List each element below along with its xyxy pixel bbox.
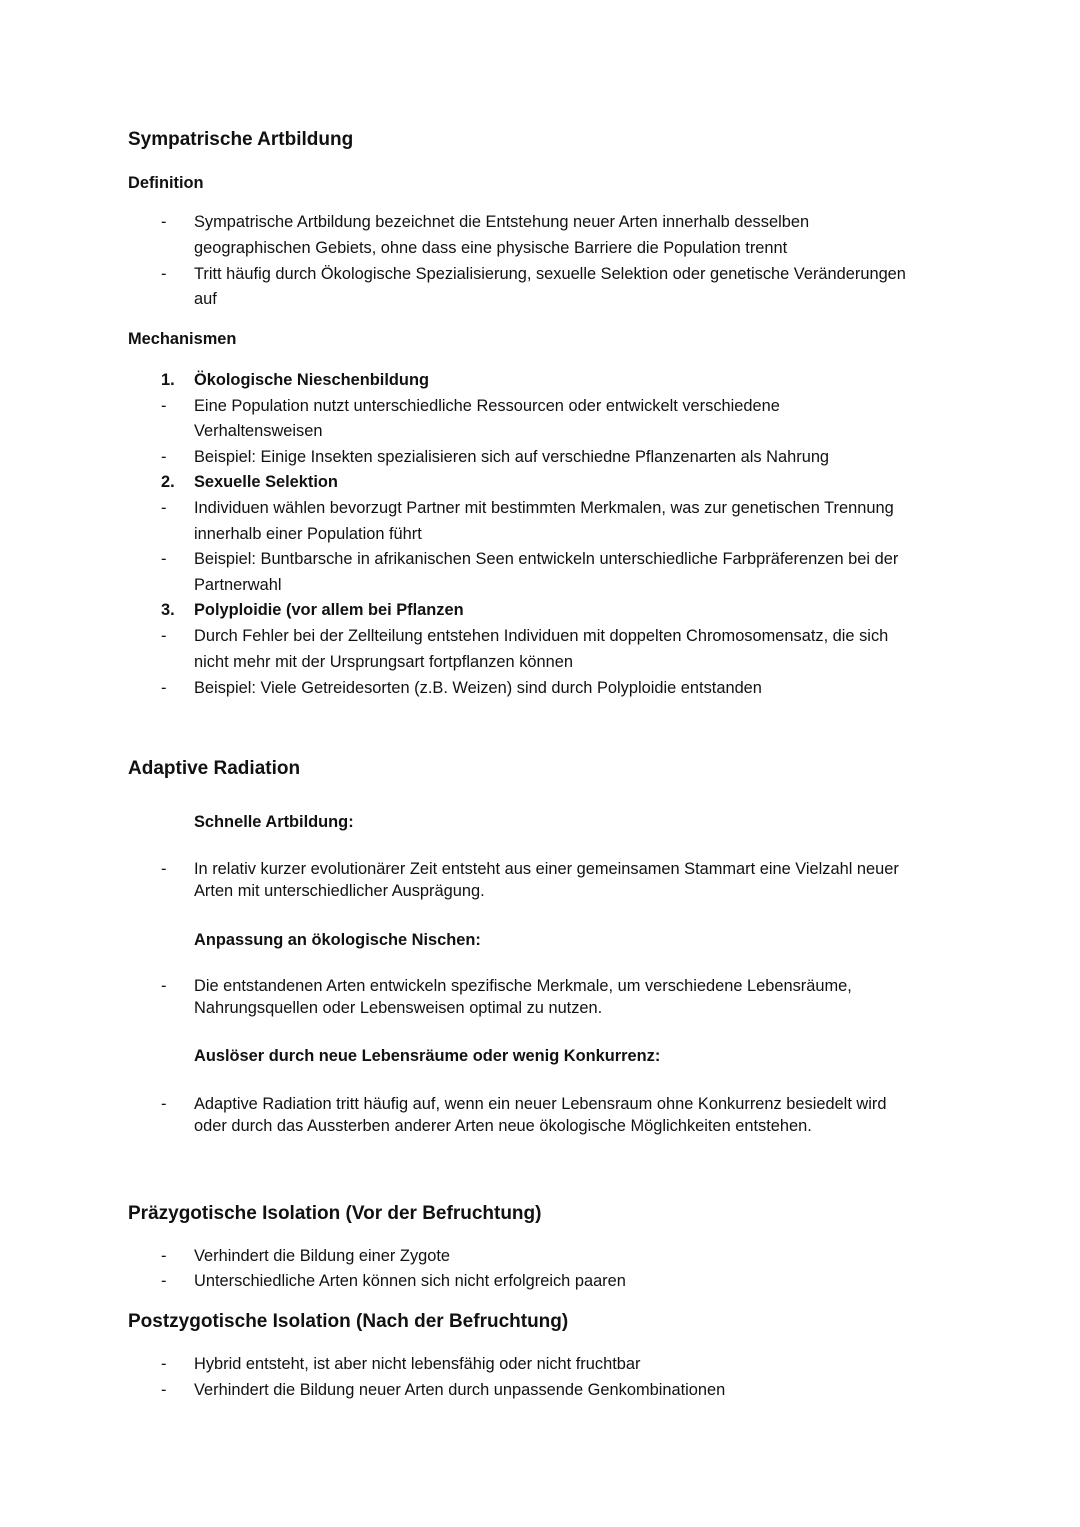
list-item: Arten mit unterschiedlicher Ausprägung. (194, 882, 485, 900)
list-item: Verhaltensweisen (194, 422, 323, 440)
list-item: Die entstandenen Arten entwickeln spezifische Merkmale, um verschiedene Lebensräume, (194, 977, 852, 995)
bullet-marker: - (161, 1355, 167, 1373)
list-item: Verhindert die Bildung neuer Arten durch unpassende Genkombinationen (194, 1381, 726, 1399)
list-item: nicht mehr mit der Ursprungsart fortpflanzen können (194, 653, 573, 671)
list-item: Beispiel: Viele Getreidesorten (z.B. Weizen) sind durch Polyploidie entstanden (194, 679, 762, 697)
heading-sympatric: Sympatrische Artbildung (128, 129, 354, 150)
list-item: Beispiel: Einige Insekten spezialisieren sich auf verschiedne Pflanzenarten als Nahrung (194, 448, 830, 466)
list-number: 2. (161, 473, 175, 491)
bullet-marker: - (161, 977, 167, 995)
list-item: In relativ kurzer evolutionärer Zeit entsteht aus einer gemeinsamen Stammart eine Vielzahl neuer (194, 860, 899, 878)
bullet-marker: - (161, 860, 167, 878)
subheading: Anpassung an ökologische Nischen: (194, 931, 481, 949)
heading-adaptive-radiation: Adaptive Radiation (128, 758, 301, 779)
subheading: Auslöser durch neue Lebensräume oder wenig Konkurrenz: (194, 1047, 661, 1065)
heading-postzygotic: Postzygotische Isolation (Nach der Befruchtung) (128, 1311, 569, 1332)
bullet-marker: - (161, 1095, 167, 1113)
mechanism-title: Polyploidie (vor allem bei Pflanzen (194, 601, 464, 619)
list-item: Unterschiedliche Arten können sich nicht erfolgreich paaren (194, 1272, 626, 1290)
bullet-marker: - (161, 627, 167, 645)
mechanism-title: Sexuelle Selektion (194, 473, 338, 491)
bullet-marker: - (161, 1381, 167, 1399)
heading-prezygotic: Präzygotische Isolation (Vor der Befruchtung) (128, 1203, 542, 1224)
list-number: 3. (161, 601, 175, 619)
bullet-marker: - (161, 499, 167, 517)
list-item: Tritt häufig durch Ökologische Spezialisierung, sexuelle Selektion oder genetische Veränderungen (194, 265, 906, 283)
heading-mechanisms: Mechanismen (128, 330, 237, 348)
mechanism-title: Ökologische Nieschenbildung (194, 371, 429, 389)
list-item: auf (194, 290, 217, 308)
list-number: 1. (161, 371, 175, 389)
heading-definition: Definition (128, 174, 204, 192)
bullet-marker: - (161, 550, 167, 568)
bullet-marker: - (161, 1272, 167, 1290)
list-item: Partnerwahl (194, 576, 282, 594)
list-item: oder durch das Aussterben anderer Arten neue ökologische Möglichkeiten entstehen. (194, 1117, 812, 1135)
list-item: Hybrid entsteht, ist aber nicht lebensfähig oder nicht fruchtbar (194, 1355, 641, 1373)
bullet-marker: - (161, 1247, 167, 1265)
bullet-marker: - (161, 213, 167, 231)
list-item: Adaptive Radiation tritt häufig auf, wenn ein neuer Lebensraum ohne Konkurrenz besiedelt wird (194, 1095, 887, 1113)
bullet-marker: - (161, 397, 167, 415)
list-item: Eine Population nutzt unterschiedliche Ressourcen oder entwickelt verschiedene (194, 397, 780, 415)
list-item: Verhindert die Bildung einer Zygote (194, 1247, 451, 1265)
list-item: Durch Fehler bei der Zellteilung entstehen Individuen mit doppelten Chromosomensatz, die sich (194, 627, 889, 645)
list-item: Beispiel: Buntbarsche in afrikanischen Seen entwickeln unterschiedliche Farbpräferenzen bei der (194, 550, 899, 568)
list-item: geographischen Gebiets, ohne dass eine physische Barriere die Population trennt (194, 239, 788, 257)
bullet-marker: - (161, 679, 167, 697)
list-item: Nahrungsquellen oder Lebensweisen optimal zu nutzen. (194, 999, 603, 1017)
subheading: Schnelle Artbildung: (194, 813, 354, 831)
list-item: Individuen wählen bevorzugt Partner mit bestimmten Merkmalen, was zur genetischen Trennung (194, 499, 894, 517)
bullet-marker: - (161, 265, 167, 283)
list-item: Sympatrische Artbildung bezeichnet die Entstehung neuer Arten innerhalb desselben (194, 213, 810, 231)
bullet-marker: - (161, 448, 167, 466)
list-item: innerhalb einer Population führt (194, 525, 422, 543)
